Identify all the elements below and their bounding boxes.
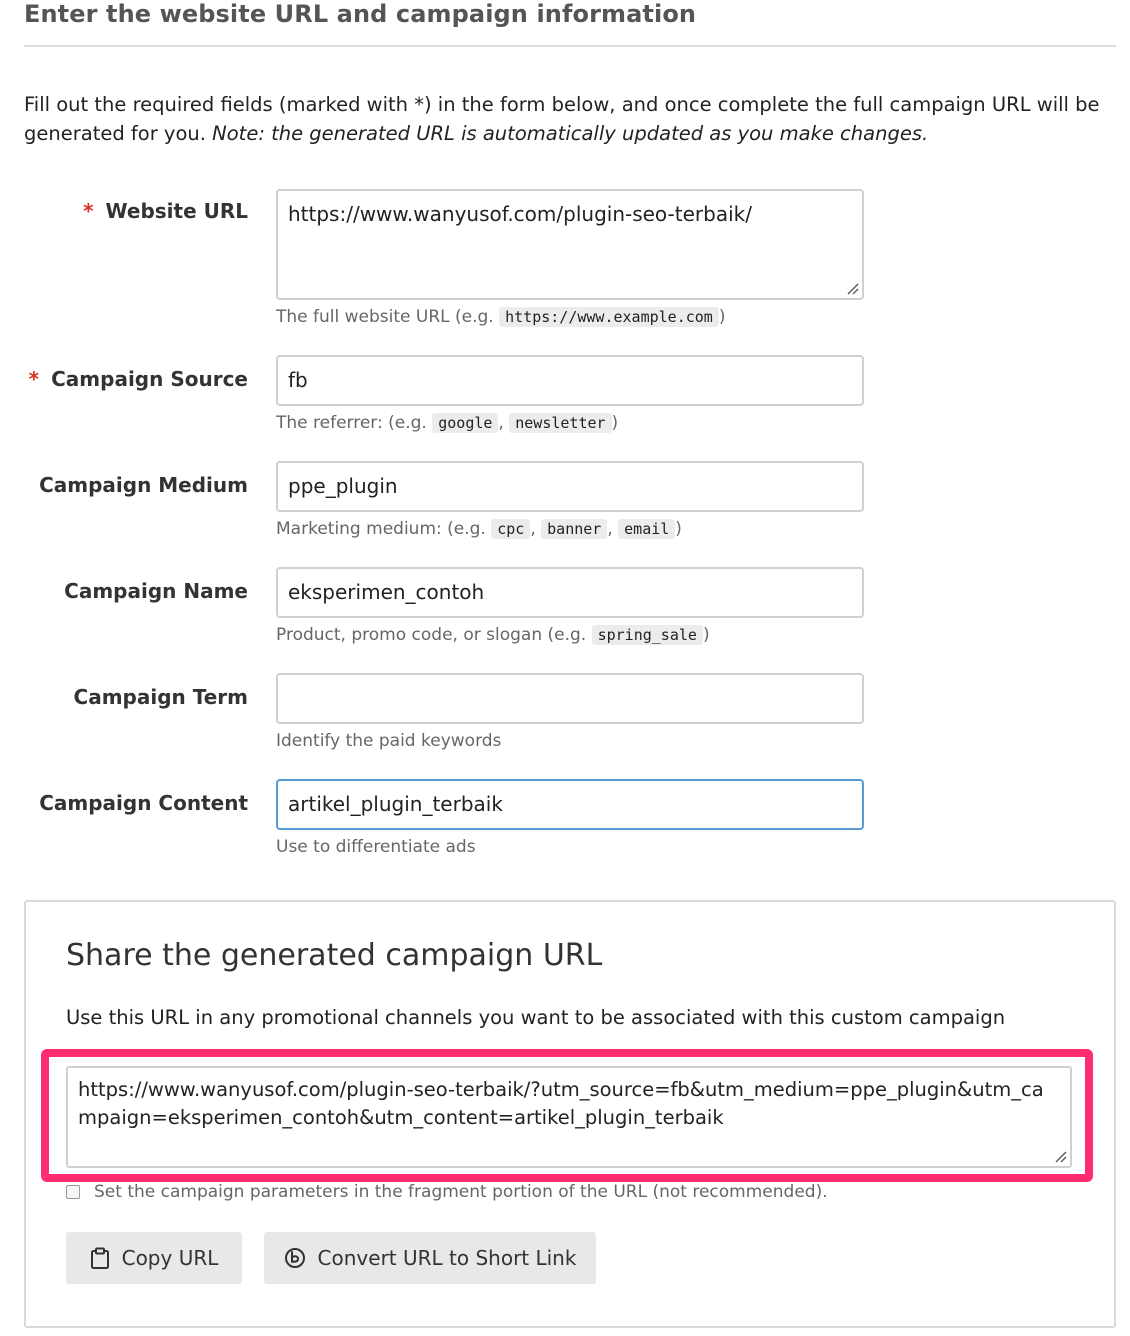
campaign-name-input[interactable]: eksperimen_contoh: [276, 567, 864, 618]
campaign-name-label: Campaign Name: [64, 579, 248, 603]
convert-short-link-button[interactable]: [264, 1232, 596, 1284]
campaign-content-label: Campaign Content: [39, 791, 248, 815]
example-code: cpc: [491, 519, 530, 539]
intro-main: Fill out the required fields (marked with *) in the form below, and once complete the full campaign URL will be generated for you.: [24, 93, 1100, 145]
example-code: email: [618, 519, 675, 539]
copy-url-button[interactable]: [66, 1232, 242, 1284]
campaign-content-hint: Use to differentiate ads: [276, 837, 476, 857]
share-description: Use this URL in any promotional channels you want to be associated with this custom campaign: [66, 1006, 1006, 1029]
share-title: Share the generated campaign URL: [66, 938, 603, 973]
campaign-medium-input[interactable]: ppe_plugin: [276, 461, 864, 512]
generated-url-output[interactable]: https://www.wanyusof.com/plugin-seo-terbaik/?utm_source=fb&utm_medium=ppe_plugin&utm_campaign=eksperimen_contoh&utm_content=artikel_plugin_terbaik: [66, 1066, 1072, 1168]
copy-url-label: Copy URL: [121, 1246, 219, 1270]
title-divider: [24, 45, 1116, 47]
website-url-hint: The full website URL (e.g. https://www.example.com ): [276, 307, 726, 327]
campaign-term-input[interactable]: [276, 673, 864, 724]
section-title: Enter the website URL and campaign information: [24, 0, 697, 28]
resize-grip-icon[interactable]: [847, 283, 859, 295]
campaign-content-input[interactable]: artikel_plugin_terbaik: [276, 779, 864, 830]
fragment-checkbox[interactable]: [66, 1185, 80, 1199]
campaign-term-label: Campaign Term: [73, 685, 248, 709]
website-url-label: * Website URL: [83, 199, 248, 223]
convert-short-link-label: Convert URL to Short Link: [317, 1246, 577, 1270]
campaign-name-hint: Product, promo code, or slogan (e.g. spring_sale ): [276, 625, 710, 645]
campaign-source-input[interactable]: fb: [276, 355, 864, 406]
example-code: spring_sale: [592, 625, 703, 645]
example-code: newsletter: [509, 413, 611, 433]
website-url-input[interactable]: https://www.wanyusof.com/plugin-seo-terbaik/: [276, 189, 864, 300]
campaign-term-hint: Identify the paid keywords: [276, 731, 502, 751]
example-code: https://www.example.com: [499, 307, 719, 327]
required-marker: *: [28, 367, 40, 391]
intro-note: Note: the generated URL is automatically updated as you make changes.: [212, 122, 929, 145]
intro-text: [24, 90, 1114, 148]
example-code: google: [432, 413, 498, 433]
fragment-option-row: [66, 1182, 828, 1202]
resize-grip-icon[interactable]: [1055, 1151, 1067, 1163]
bitly-icon: [284, 1247, 306, 1269]
required-marker: *: [83, 199, 94, 223]
campaign-medium-label: Campaign Medium: [39, 473, 248, 497]
campaign-source-label: * Campaign Source: [28, 367, 248, 391]
fragment-option-label: Set the campaign parameters in the fragment portion of the URL (not recommended).: [94, 1182, 828, 1202]
campaign-source-hint: The referrer: (e.g. google , newsletter ): [276, 413, 619, 433]
example-code: banner: [541, 519, 607, 539]
clipboard-icon: [90, 1247, 110, 1269]
campaign-medium-hint: Marketing medium: (e.g. cpc , banner , email ): [276, 519, 682, 539]
